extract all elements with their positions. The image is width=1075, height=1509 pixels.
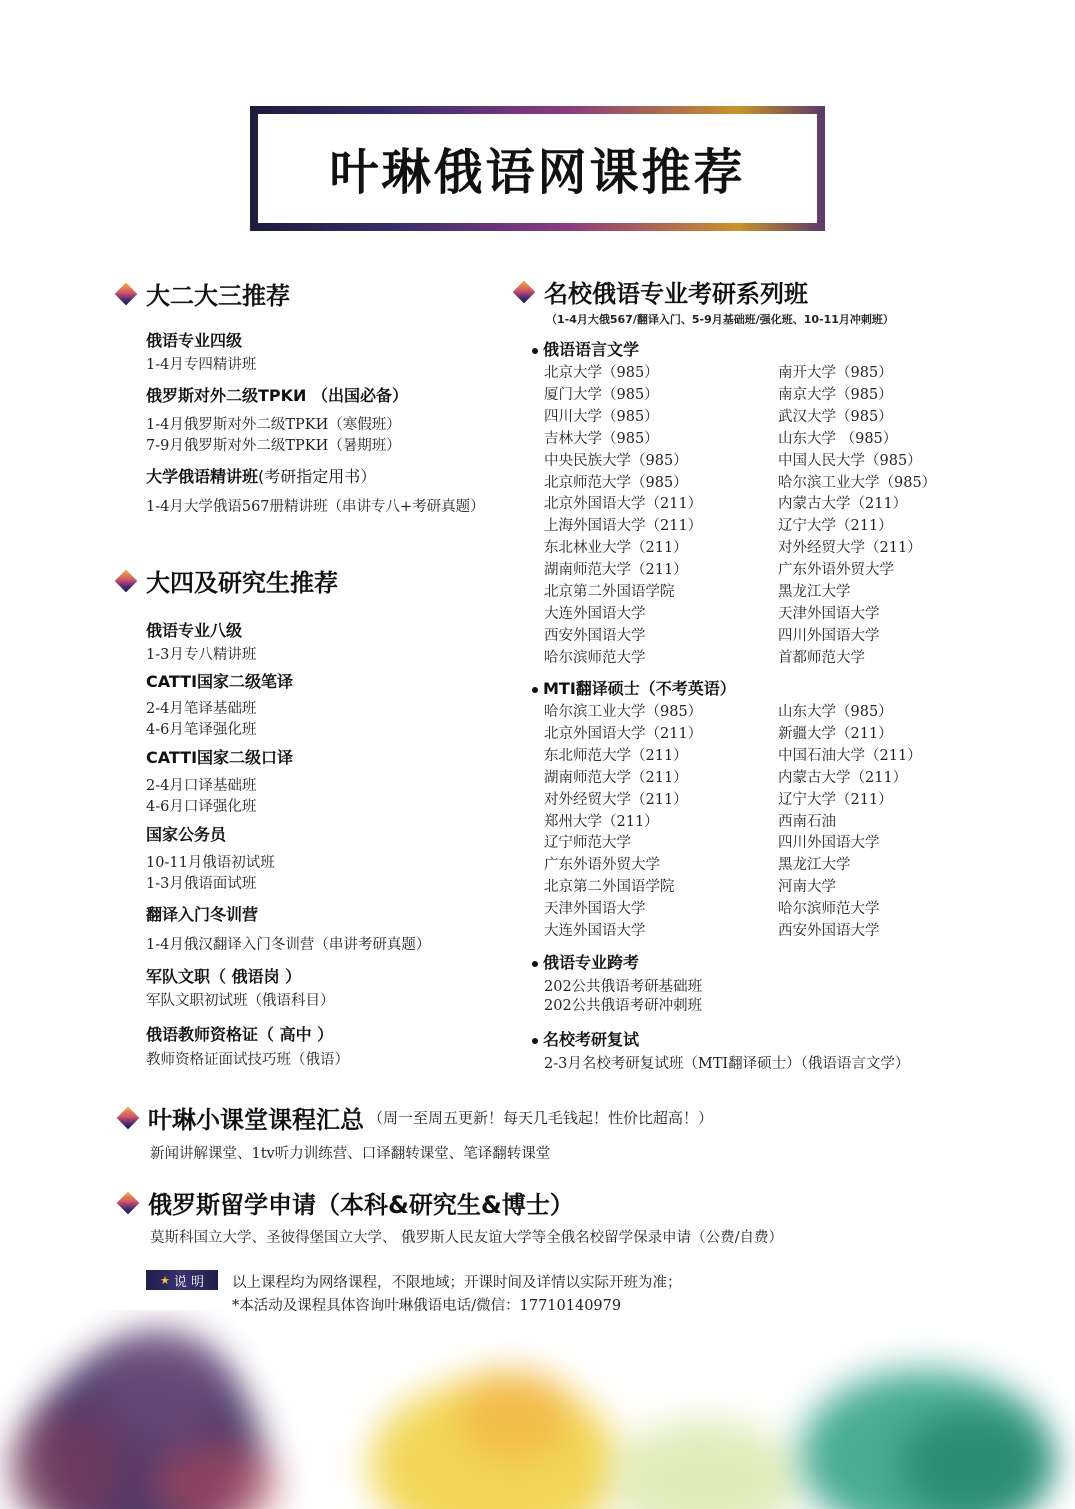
star-icon: ★	[159, 1273, 170, 1287]
section-title: 大四及研究生推荐	[146, 569, 338, 597]
university-item: 郑州大学（211）	[544, 813, 659, 830]
retest-head	[532, 1027, 639, 1050]
course-item: 1-3月专八精讲班	[146, 647, 257, 663]
university-item: 辽宁大学（211）	[778, 791, 893, 808]
university-item: 天津外国语大学	[778, 605, 880, 622]
group-head-note: (考研指定用书）	[258, 467, 377, 486]
section-sophomore-junior	[114, 276, 290, 311]
group-head	[146, 464, 376, 487]
university-item: 四川外国语大学	[778, 627, 880, 644]
group-head-text: 大学俄语精讲班	[146, 467, 259, 486]
university-item: 大连外国语大学	[544, 923, 646, 939]
university-item: 湖南师范大学（211）	[544, 769, 688, 786]
lit-head	[532, 337, 639, 360]
university-item: 西安外国语大学	[778, 923, 880, 939]
diamond-icon	[116, 1106, 140, 1130]
university-item: 北京大学（985）	[544, 365, 659, 381]
notice-badge-label: 说 明	[173, 1274, 204, 1290]
section-title: 叶琳小课堂课程汇总	[148, 1106, 364, 1134]
university-item: 内蒙古大学（211）	[778, 496, 908, 513]
university-item: 东北师范大学（211）	[544, 747, 688, 764]
university-item: 广东外语外贸大学	[778, 562, 894, 579]
diamond-icon	[116, 1191, 140, 1215]
retest-head-text: 名校考研复试	[543, 1030, 640, 1049]
group-head: CATTI国家二级笔译	[146, 672, 294, 691]
schedule-note: （1-4月大俄567/翻译入门、5-9月基础班/强化班、10-11月冲刺班）	[546, 313, 894, 326]
section-note: （周一至周五更新！每天几毛钱起！性价比超高！）	[368, 1109, 714, 1127]
diamond-icon	[114, 282, 138, 306]
section-senior-graduate	[114, 563, 338, 598]
course-item: 10-11月俄语初试班	[146, 855, 275, 871]
university-item: 四川大学（985）	[544, 408, 659, 425]
university-item: 哈尔滨师范大学	[544, 649, 646, 666]
group-head: 俄语专业八级	[146, 621, 243, 640]
university-item: 河南大学	[778, 879, 836, 896]
university-item: 黑龙江大学	[778, 584, 851, 600]
university-item: 北京第二外国语学院	[544, 879, 675, 896]
university-item: 内蒙古大学（211）	[778, 769, 908, 786]
section-title: 大二大三推荐	[146, 282, 290, 310]
course-item: 1-4月专四精讲班	[146, 357, 257, 373]
university-item: 对外经贸大学（211）	[544, 791, 688, 808]
university-item: 哈尔滨工业大学（985）	[778, 474, 937, 491]
course-item: 1-4月大学俄语567册精讲班（串讲专八+考研真题）	[146, 499, 485, 515]
university-item: 首都师范大学	[778, 649, 865, 666]
group-head: 国家公务员	[146, 825, 227, 844]
section-study-abroad	[116, 1185, 574, 1220]
watercolor-decoration	[0, 1310, 1075, 1509]
group-head: CATTI国家二级口译	[146, 748, 294, 767]
notice-contact: *本活动及课程具体咨询叶琳俄语电话/微信：17710140979	[232, 1298, 622, 1314]
mti-head-text: MTI翻译硕士（不考英语）	[543, 679, 736, 698]
university-item: 南京大学（985）	[778, 386, 893, 403]
title-frame	[250, 106, 825, 231]
section-title: 俄罗斯留学申请（本科&研究生&博士）	[148, 1191, 574, 1219]
bullet-icon	[532, 961, 538, 967]
university-item: 中央民族大学（985）	[544, 452, 688, 469]
university-item: 哈尔滨工业大学（985）	[544, 704, 703, 720]
course-item: 202公共俄语考研基础班	[544, 979, 703, 995]
university-item: 上海外国语大学（211）	[544, 518, 703, 535]
course-item: 军队文职初试班（俄语科目）	[146, 993, 335, 1009]
mti-head	[532, 676, 736, 699]
course-item: 1-4月俄汉翻译入门冬训营（串讲考研真题）	[146, 937, 431, 953]
notice-badge	[146, 1270, 218, 1290]
university-item: 中国石油大学（211）	[778, 747, 922, 764]
university-item: 对外经贸大学（211）	[778, 540, 922, 557]
diamond-icon	[114, 569, 138, 593]
group-head: 俄语专业四级	[146, 331, 243, 350]
cross-head	[532, 950, 639, 973]
university-item: 湖南师范大学（211）	[544, 562, 688, 579]
university-item: 厦门大学（985）	[544, 386, 659, 403]
university-item: 天津外国语大学	[544, 901, 646, 918]
university-item: 哈尔滨师范大学	[778, 901, 880, 918]
lit-head-text: 俄语语言文学	[543, 340, 640, 359]
university-item: 新疆大学（211）	[778, 725, 893, 742]
section-postgrad-exam	[512, 274, 808, 309]
university-item: 南开大学（985）	[778, 365, 893, 381]
university-item: 北京外国语大学（211）	[544, 725, 703, 742]
university-item: 四川外国语大学	[778, 835, 880, 852]
cross-head-text: 俄语专业跨考	[543, 953, 640, 972]
bullet-icon	[532, 348, 538, 354]
course-item: 1-4月俄罗斯对外二级TPKИ（寒假班）	[146, 417, 401, 433]
notice-line: 以上课程均为网络课程，不限地域；开课时间及详情以实际开班为准；	[232, 1275, 682, 1291]
university-item: 北京外国语大学（211）	[544, 496, 703, 513]
course-item: 4-6月口译强化班	[146, 799, 257, 815]
course-item: 2-3月名校考研复试班（MTI翻译硕士）（俄语语言文学）	[544, 1056, 910, 1072]
section-small-class	[116, 1100, 713, 1135]
bullet-icon	[532, 687, 538, 693]
university-item: 中国人民大学（985）	[778, 452, 922, 469]
course-item: 4-6月笔译强化班	[146, 722, 257, 738]
university-item: 东北林业大学（211）	[544, 540, 688, 557]
bullet-icon	[532, 1038, 538, 1044]
study-abroad-text: 莫斯科国立大学、圣彼得堡国立大学、 俄罗斯人民友谊大学等全俄名校留学保录申请（公费/自费）	[150, 1230, 783, 1246]
university-item: 广东外语外贸大学	[544, 857, 660, 874]
diamond-icon	[512, 280, 536, 304]
course-item: 202公共俄语考研冲刺班	[544, 998, 703, 1014]
small-class-list: 新闻讲解课堂、1tv听力训练营、口译翻转课堂、笔译翻转课堂	[150, 1146, 551, 1162]
university-item: 山东大学 （985）	[778, 430, 898, 447]
university-item: 大连外国语大学	[544, 605, 646, 622]
university-item: 吉林大学（985）	[544, 430, 659, 447]
university-item: 辽宁大学（211）	[778, 518, 893, 535]
university-item: 辽宁师范大学	[544, 835, 631, 852]
course-item: 2-4月口译基础班	[146, 778, 257, 794]
course-item: 1-3月俄语面试班	[146, 876, 257, 892]
course-item: 教师资格证面试技巧班（俄语）	[146, 1052, 349, 1068]
group-head: 俄罗斯对外二级TPKИ （出国必备）	[146, 386, 409, 405]
university-item: 西安外国语大学	[544, 627, 646, 644]
course-item: 7-9月俄罗斯对外二级TPKИ（暑期班）	[146, 438, 401, 454]
group-head: 军队文职（ 俄语岗 ）	[146, 967, 302, 986]
page-title: 叶琳俄语网课推荐	[329, 143, 746, 201]
group-head: 翻译入门冬训营	[146, 905, 259, 924]
university-item: 黑龙江大学	[778, 857, 851, 874]
university-item: 武汉大学（985）	[778, 408, 893, 425]
university-item: 北京师范大学（985）	[544, 474, 688, 491]
title-inner	[258, 114, 817, 223]
section-title: 名校俄语专业考研系列班	[544, 280, 808, 308]
course-item: 2-4月笔译基础班	[146, 701, 257, 717]
university-item: 山东大学（985）	[778, 704, 893, 720]
university-item: 西南石油	[778, 813, 836, 830]
university-item: 北京第二外国语学院	[544, 584, 675, 600]
group-head: 俄语教师资格证（ 高中 ）	[146, 1025, 334, 1044]
